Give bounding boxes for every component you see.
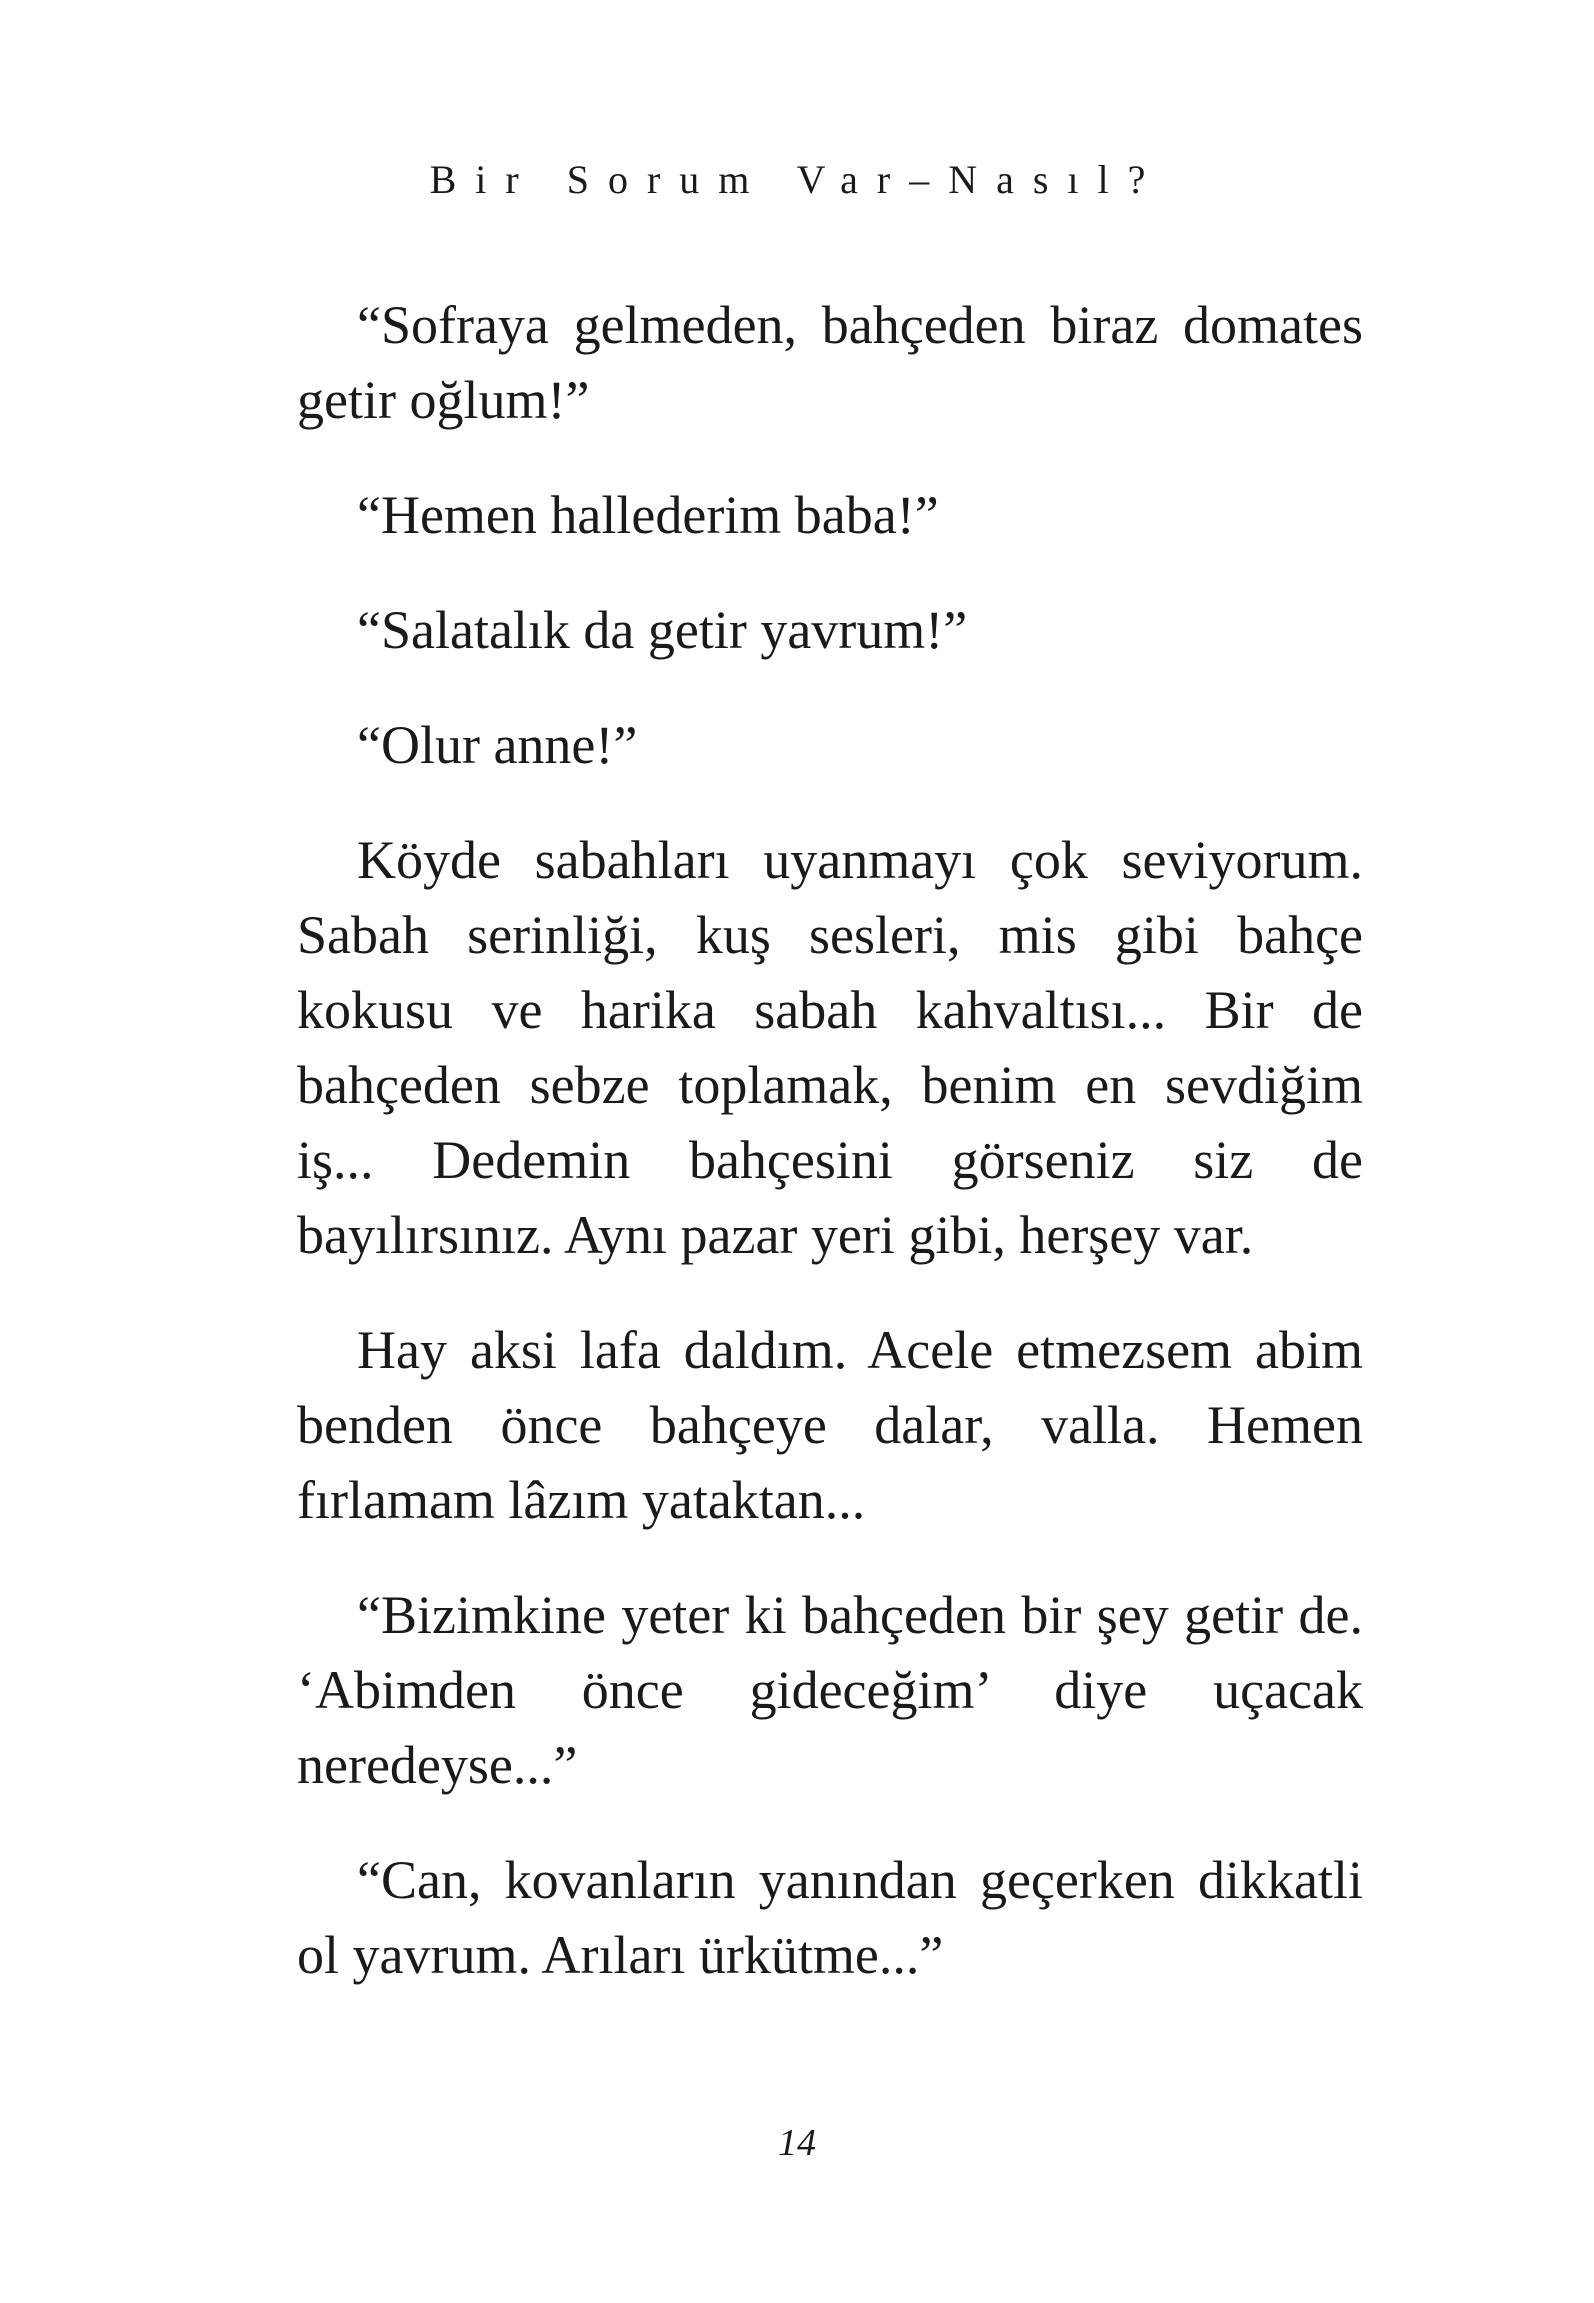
page-number: 14 — [778, 2122, 816, 2164]
paragraph-dialogue-5: “Bizimkine yeter ki bahçeden bir şey getir de. ‘Abimden önce gideceğim’ diye uçacak neredeyse...” — [297, 1585, 1363, 1795]
paragraph-dialogue-4: “Olur anne!” — [357, 715, 638, 775]
paragraph-dialogue-2: “Hemen hallederim baba!” — [357, 485, 939, 545]
paragraph-narration-1: Köyde sabahları uyanmayı çok seviyorum. Sabah serinliği, kuş sesleri, mis gibi bahçe kokusu ve harika sabah kahvaltısı... Bir de bahçeden sebze toplamak, benim en sevdiğim iş... Dedemin bahçesini görseniz siz de bayılırsınız. Aynı pazar yeri gibi, herşey var. — [297, 830, 1363, 1265]
paragraph-dialogue-1: “Sofraya gelmeden, bahçeden biraz domates getir oğlum!” — [297, 295, 1363, 430]
running-head: Bir Sorum Var–Nasıl? — [429, 157, 1165, 202]
paragraph-dialogue-3: “Salatalık da getir yavrum!” — [357, 600, 968, 660]
paragraph-narration-2: Hay aksi lafa daldım. Acele etmezsem abim benden önce bahçeye dalar, valla. Hemen fırlamam lâzım yataktan... — [297, 1320, 1363, 1530]
body-text — [297, 288, 1363, 2033]
paragraph-dialogue-6: “Can, kovanların yanından geçerken dikkatli ol yavrum. Arıları ürkütme...” — [297, 1850, 1363, 1985]
